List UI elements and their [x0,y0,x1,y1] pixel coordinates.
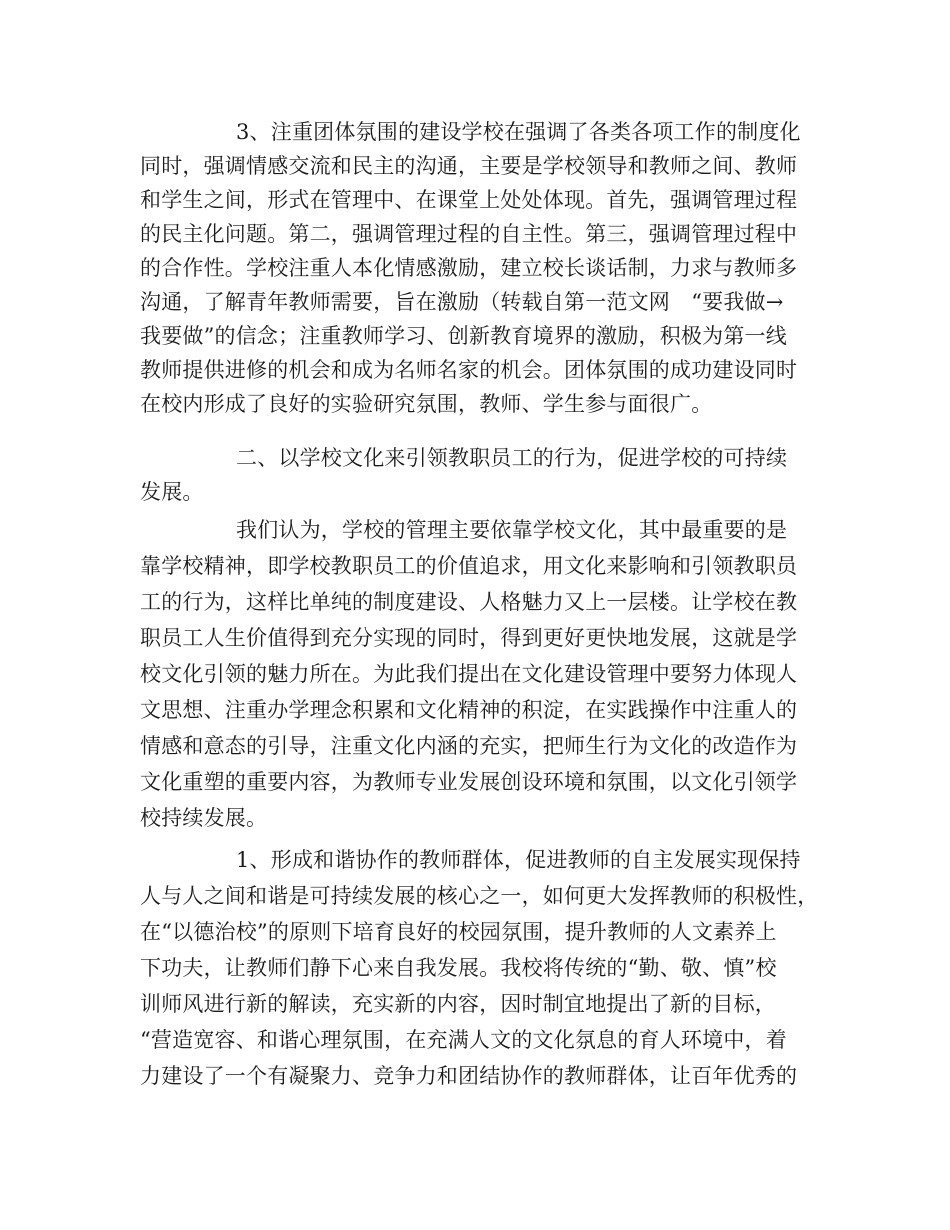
paragraph-culture-line-1: 我们认为，学校的管理主要依靠学校文化，其中最重要的是 [236,518,788,542]
paragraph-1-line-5: 训师风进行新的解读，充实新的内容，因时制宜地提出了新的目标， [140,992,776,1016]
paragraph-1-line-7: 力建设了一个有凝聚力、竞争力和团结协作的教师群体，让百年优秀的 [140,1064,798,1088]
paragraph-culture-line-9: 校持续发展。 [140,806,268,830]
paragraph-3-line-2: 同时，强调情感交流和民主的沟通，主要是学校领导和教师之间、教师 [140,154,798,178]
paragraph-3-line-6: 沟通，了解青年教师需要，旨在激励（转载自第一范文网 “要我做→ [140,290,784,314]
paragraph-3-line-3: 和学生之间，形式在管理中、在课堂上处处体现。首先，强调管理过程 [140,188,798,212]
paragraph-culture-line-2: 靠学校精神，即学校教职员工的价值追求，用文化来影响和引领教职员 [140,554,798,578]
paragraph-1-line-3: 在“以德治校”的原则下培育良好的校园氛围，提升教师的人文素养上 [140,920,777,944]
paragraph-1-line-4: 下功夫，让教师们静下心来自我发展。我校将传统的“勤、敬、慎”校 [140,956,777,980]
paragraph-culture-line-3: 工的行为，这样比单纯的制度建设、人格魅力又上一层楼。让学校在教 [140,590,798,614]
paragraph-3-line-9: 在校内形成了良好的实验研究氛围，教师、学生参与面很广。 [140,392,713,416]
paragraph-3-line-1: 3、注重团体氛围的建设学校在强调了各类各项工作的制度化 [236,120,801,144]
paragraph-culture-line-5: 校文化引领的魅力所在。为此我们提出在文化建设管理中要努力体现人 [140,662,798,686]
paragraph-1-line-1: 1、形成和谐协作的教师群体，促进教师的自主发展实现保持 [236,848,801,872]
paragraph-culture-line-8: 文化重塑的重要内容，为教师专业发展创设环境和氛围，以文化引领学 [140,770,798,794]
paragraph-3-line-5: 的合作性。学校注重人本化情感激励，建立校长谈话制，力求与教师多 [140,256,798,280]
section-2-heading-line-2: 发展。 [140,480,204,504]
paragraph-1-line-2: 人与人之间和谐是可持续发展的核心之一，如何更大发挥教师的积极性， [140,884,819,908]
paragraph-culture-line-7: 情感和意态的引导，注重文化内涵的充实，把师生行为文化的改造作为 [140,734,798,758]
paragraph-3-line-4: 的民主化问题。第二，强调管理过程的自主性。第三，强调管理过程中 [140,222,798,246]
section-2-heading-line-1: 二、以学校文化来引领教职员工的行为，促进学校的可持续 [236,446,788,470]
paragraph-3-line-7: 我要做”的信念；注重教师学习、创新教育境界的激励，积极为第一线 [140,324,787,348]
paragraph-culture-line-6: 文思想、注重办学理念积累和文化精神的积淀，在实践操作中注重人的 [140,698,798,722]
paragraph-1-line-6: “营造宽容、和谐心理氛围，在充满人文的文化氛息的育人环境中，着 [140,1028,787,1052]
paragraph-3-line-8: 教师提供进修的机会和成为名师名家的机会。团体氛围的成功建设同时 [140,358,798,382]
paragraph-culture-line-4: 职员工人生价值得到充分实现的同时，得到更好更快地发展，这就是学 [140,626,798,650]
